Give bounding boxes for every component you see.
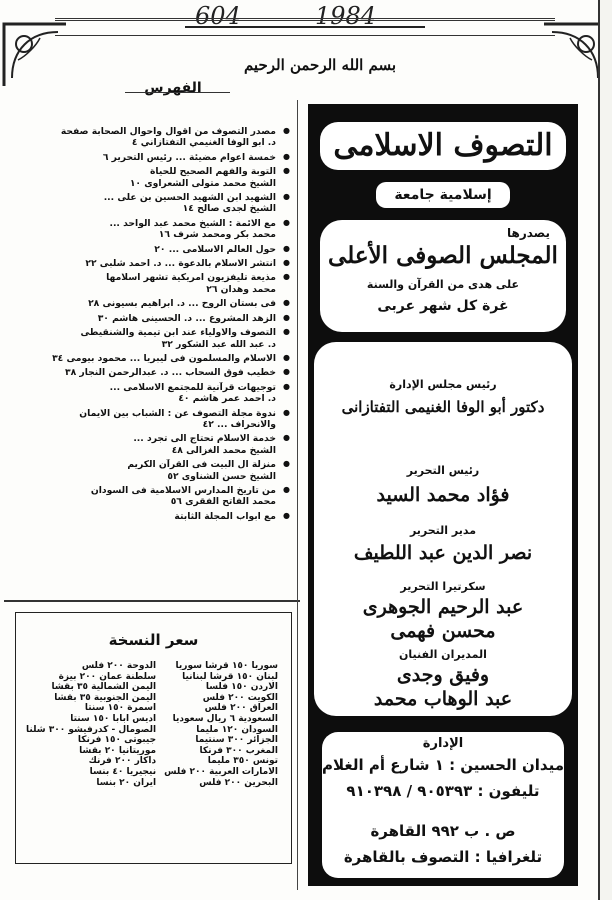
table-of-contents xyxy=(8,126,290,596)
toc-item xyxy=(8,126,290,149)
toc-item-line: الشيخ حسن الشناوى ٥٢ xyxy=(167,470,276,482)
price-heading: سعر النسخة xyxy=(108,631,199,649)
price-entry: لبنان ١٥٠ قرشا لبنانيا xyxy=(182,671,278,682)
admin-panel xyxy=(308,720,578,886)
toc-item xyxy=(8,166,290,189)
toc-item-line: ● توجيهات قرآنية للمجتمع الاسلامى ... xyxy=(109,381,276,393)
price-entry: موريتانيا ٢٠ بقشا xyxy=(79,745,157,756)
admin-label: الإدارة xyxy=(422,736,464,751)
price-entry: الجزائر ٣٠٠ سنتيما xyxy=(195,735,278,746)
toc-item xyxy=(8,511,290,522)
editor-in-chief-name: فؤاد محمد السيد xyxy=(376,484,510,506)
price-entry: ايران ٢٠ بنسا xyxy=(96,777,157,788)
staff-box xyxy=(314,342,572,716)
price-entry: اسمرة ١٥٠ سنتا xyxy=(84,703,157,714)
toc-item xyxy=(8,433,290,456)
toc-item xyxy=(8,327,290,350)
toc-heading: الفهرس xyxy=(144,80,202,96)
handwritten-year: 1984 xyxy=(315,2,377,30)
guidance-line: على هدى من القرآن والسنة xyxy=(366,278,520,291)
toc-item-line: ● الزهد المشروع ... د. الحسينى هاشم ٣٠ xyxy=(97,312,276,324)
toc-item-line: الشيخ لجدى صالح ١٤ xyxy=(182,203,276,215)
price-entry: داكار ٢٠٠ فرنك xyxy=(88,756,157,767)
price-entry: اليمن الشمالية ٣٥ بقشا xyxy=(51,682,157,693)
toc-item-line: الشيخ محمد الغزالى ٤٨ xyxy=(171,444,276,456)
toc-item-line: ● مع ابواب المجلة الثابتة xyxy=(174,510,276,522)
managing-editor-role: مدير التحرير xyxy=(409,524,477,537)
price-entry: تونس ٣٥٠ مليما xyxy=(207,756,278,767)
toc-item-line: ● انتشر الاسلام بالدعوة ... د. احمد شلبى ٢٢ xyxy=(85,258,276,270)
secretary-name-1: عبد الرحيم الجوهرى xyxy=(362,596,524,618)
art-director-name-2: عبد الوهاب محمد xyxy=(373,688,513,710)
toc-item-line: ● فى بستان الروح ... د. ابراهيم بسيونى ٢٨ xyxy=(88,298,276,310)
price-entry: العراق ٢٠٠ فلس xyxy=(204,703,278,714)
toc-item-line: ● حول العالم الاسلامى ... ٢٠ xyxy=(154,243,276,255)
toc-item-line: د. ابو الوفا الغنيمي التفتازاني ٤ xyxy=(131,137,276,149)
toc-item-line: الشيخ محمد متولى الشعراوى ١٠ xyxy=(129,177,276,189)
price-entry: اديس ابابا ١٥٠ سنتا xyxy=(70,714,157,725)
price-entry: الصومال - كدرفيشو ٣٠٠ شلنا xyxy=(26,724,157,735)
toc-item-line: ● مصدر التصوف من اقوال واحوال الصحابة صفحة xyxy=(60,126,276,137)
toc-item-line: د. عبد الله عبد الشكور ٣٢ xyxy=(161,338,276,350)
toc-item xyxy=(8,152,290,163)
editor-in-chief-role: رئيس التحرير xyxy=(406,464,480,477)
managing-editor-name: نصر الدين عبد اللطيف xyxy=(353,542,533,564)
toc-item-line: محمد بكر ومحمد شرف ١٦ xyxy=(158,229,276,241)
art-directors-role: المديران الفنيان xyxy=(399,648,487,661)
art-director-name-1: وفيق وجدى xyxy=(396,664,490,686)
toc-item xyxy=(8,192,290,215)
toc-item xyxy=(8,382,290,405)
magazine-title: التصوف الاسلامى xyxy=(320,122,566,170)
toc-heading-underline xyxy=(125,92,230,93)
toc-item-line: د. احمد عمر هاشم ٤٠ xyxy=(178,393,276,405)
toc-item xyxy=(8,218,290,241)
price-entry: الدوحة ٢٠٠ فلس xyxy=(81,661,157,671)
price-entry: السعودية ٦ ريال سعوديا xyxy=(172,714,278,725)
toc-item xyxy=(8,459,290,482)
price-entry: البحرين ٢٠٠ فلس xyxy=(199,777,278,788)
toc-item-line: ● الاسلام والمسلمون فى ليبريا ... محمود بيومى ٣٤ xyxy=(52,352,276,364)
admin-telegraph: تلغرافيا : التصوف بالقاهرة xyxy=(343,848,543,866)
admin-box xyxy=(322,732,564,878)
price-entry: السودان ١٢٠ مليما xyxy=(196,724,278,735)
price-entry: اليمن الجنوبية ٣٥ بقشا xyxy=(54,692,157,703)
toc-item-line: ● ندوة مجلة التصوف عن : الشباب بين الايمان xyxy=(79,407,276,419)
toc-item-line: ● الشهيد ابن الشهيد الحسين بن على ... xyxy=(103,192,276,204)
divider xyxy=(4,600,300,602)
toc-item-line: ● مع الائمة : الشيخ محمد عبد الواحد ... xyxy=(109,217,276,229)
toc-item-line: محمد وهدان ٢٦ xyxy=(206,283,276,295)
page-edge xyxy=(598,0,612,900)
price-column-left xyxy=(23,661,160,788)
admin-pobox: ص . ب ٩٩٢ القاهرة xyxy=(370,822,516,840)
basmala: بسم الله الرحمن الرحيم xyxy=(243,56,397,74)
toc-item xyxy=(8,298,290,309)
toc-item xyxy=(8,367,290,378)
chairman-role: رئيس مجلس الإدارة xyxy=(389,378,497,391)
price-column-right xyxy=(160,661,282,788)
toc-item-line: ● منزلة ال البيت فى القرآن الكريم xyxy=(127,459,276,471)
publisher-name: المجلس الصوفى الأعلى xyxy=(328,242,558,269)
toc-item-line: محمد الفاتح الفقرى ٥٦ xyxy=(170,496,276,508)
masthead-panel xyxy=(308,104,578,344)
price-entry: المغرب ٣٠٠ فرنكا xyxy=(199,745,278,756)
secretaries-role: سكرتيرا التحرير xyxy=(400,580,486,593)
toc-item xyxy=(8,258,290,269)
frequency-line: غرة كل شهر عربى xyxy=(377,298,509,314)
chairman-name: دكتور أبو الوفا الغنيمى التفتازانى xyxy=(341,398,545,416)
toc-item-line: ● مذيعة تليفزيون امريكية تشهر اسلامها xyxy=(106,272,276,284)
price-entry: سوريا ١٥٠ قرشا سوريا xyxy=(175,661,278,671)
price-box xyxy=(15,612,292,864)
toc-item xyxy=(8,353,290,364)
price-list xyxy=(24,661,282,788)
toc-item-line: ● خطيب فوق السحاب ... د. عبدالرحمن النجار ٣٨ xyxy=(65,367,276,379)
price-entry: سلطنة عمان ٢٠٠ بيزة xyxy=(58,671,157,682)
price-entry: جيبوتى ١٥٠ فرنكا xyxy=(77,735,157,746)
ornament-top-border xyxy=(55,18,555,36)
toc-item xyxy=(8,244,290,255)
toc-item-line: ● خدمة الاسلام تحتاج الى تجرد ... xyxy=(133,433,276,445)
toc-item xyxy=(8,272,290,295)
price-entry: نيجيريا ٤٠ بنسا xyxy=(89,767,157,778)
toc-item-line: ● التوبة والفهم الصحيح للحياة xyxy=(149,166,276,178)
toc-item-line: والانحراف ... ٤٢ xyxy=(202,418,276,430)
column-divider xyxy=(297,100,298,890)
toc-item xyxy=(8,485,290,508)
handwritten-number: 604 xyxy=(195,2,241,30)
toc-item-line: ● من تاريخ المدارس الاسلامية فى السودان xyxy=(90,484,276,496)
toc-item xyxy=(8,313,290,324)
issued-by: يصدرها xyxy=(507,226,550,240)
admin-address: ميدان الحسين : ١ شارع أم الغلام xyxy=(321,756,564,774)
publisher-box xyxy=(320,220,566,332)
toc-item-line: ● خمسة اعوام مضيئة ... رئيس التحرير ٦ xyxy=(102,151,276,163)
toc-item xyxy=(8,408,290,431)
secretary-name-2: محسن فهمى xyxy=(390,620,496,642)
price-entry: الكويت ٢٠٠ فلس xyxy=(202,692,278,703)
toc-item-line: ● التصوف والاولياء عند ابن تيمية والشنقيطى xyxy=(80,327,276,339)
admin-phone: تليفون : ٩٠٥٣٩٣ / ٩١٠٣٩٨ xyxy=(346,782,540,800)
price-entry: الامارات العربية ٢٠٠ فلس xyxy=(164,767,278,778)
magazine-subtitle: إسلامية جامعة xyxy=(376,182,510,208)
price-entry: الاردن ١٥٠ فلسا xyxy=(205,682,278,693)
